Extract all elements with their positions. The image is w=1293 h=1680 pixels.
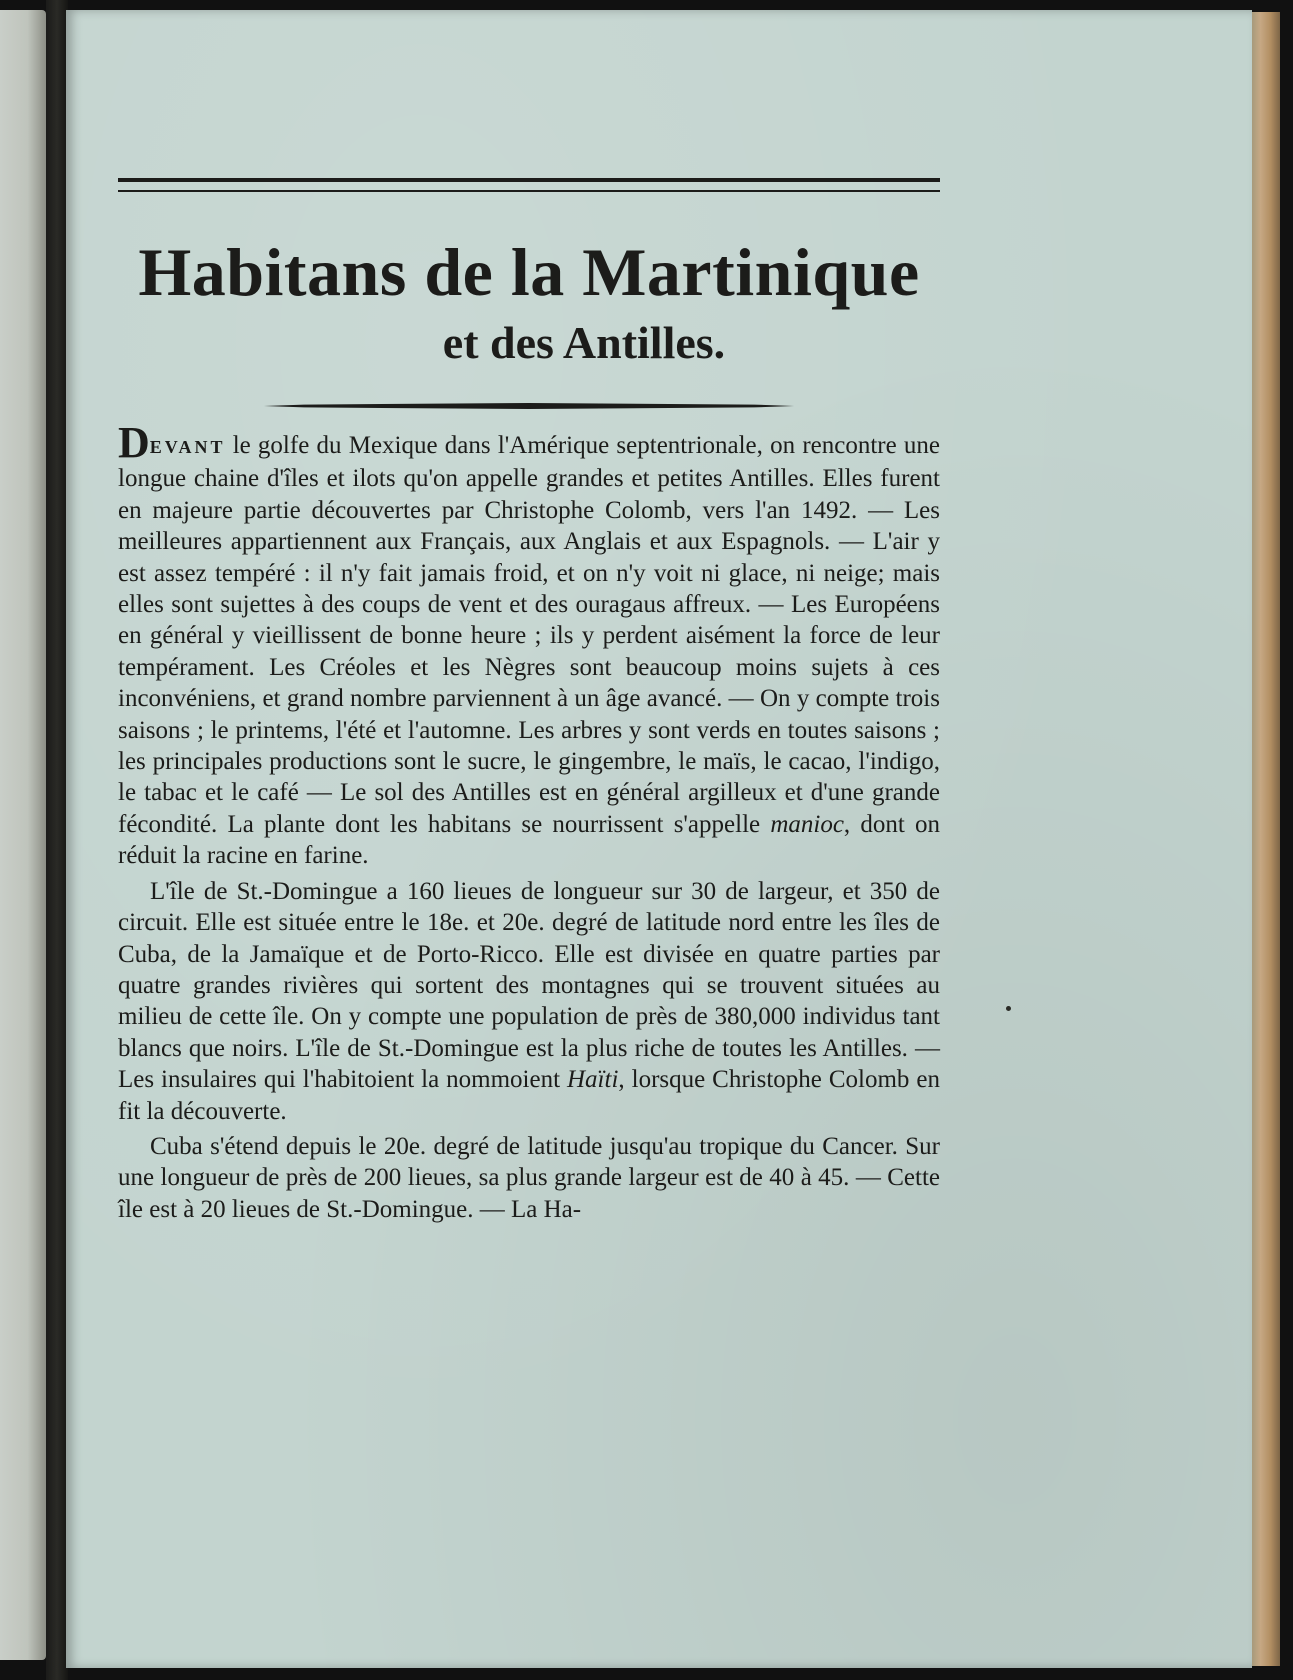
paragraph-1 bbox=[118, 418, 941, 872]
paragraph-3 bbox=[118, 1131, 940, 1225]
paragraph-1-text-end: , dont on réduit la racine en farine. bbox=[118, 810, 941, 870]
header-double-rule bbox=[118, 178, 940, 192]
paragraph-1-text: le golfe du Mexique dans l'Amérique septentrionale, on rencontre une longue chaine d'îles et ilots qu'on appelle grandes et petites Antilles. Elles furent en majeure partie découvertes par Christophe Colomb, vers l'an 1492. — Les meilleures appartiennent aux Français, aux Anglais et aux Espagnols. — L'air y est assez tempéré : il n'y fait jamais froid, et on n'y voit ni glace, ni neige; mais elles sont sujettes à des coups de vent et des ouragaus affreux. — Les Européens en général y vieillissent de bonne heure ; ils y perdent aisément la force de leur tempérament. Les Créoles et les Nègres sont beaucoup moins sujets à ces inconvéniens, et grand nombre parviennent à un âge avancé. — On y compte trois saisons ; le printems, l'été et l'automne. Les arbres y sont verds en toutes saisons ; les principales productions sont le sucre, le gingembre, le maïs, le cacao, l'indigo, le tabac et le café — Le sol des Antilles est en général argilleux et d'une grande fécondité. La plante dont les habitans se nourrissent s'appelle bbox=[118, 432, 940, 838]
margin-ink-spot bbox=[1006, 1006, 1011, 1011]
previous-page-edge bbox=[0, 10, 46, 1660]
page-text-block bbox=[118, 178, 940, 1225]
opening-small-caps: EVANT bbox=[149, 437, 226, 457]
header-rule-thick bbox=[118, 178, 940, 182]
paragraph-3-text: Cuba s'étend depuis le 20e. degré de latitude jusqu'au tropique du Cancer. Sur une longueur de près de 200 lieues, sa plus grande largeur est de 40 à 45. — Cette île est à 20 lieues de St.-Domingue. — La Ha- bbox=[118, 1132, 940, 1223]
paragraph-2-text: L'île de St.-Domingue a 160 lieues de longueur sur 30 de largeur, et 350 de circuit. Elle est située entre le 18e. et 20e. degré de latitude nord entre les îles de Cuba, de la Jamaïque et de Porto-Ricco. Elle est divisée en quatre parties par quatre grandes rivières qui sortent des montagnes qui se trouvent situées au milieu de cette île. On y compte une population de près de 380,000 individus tant blancs que noirs. L'île de St.-Domingue est la plus riche de toutes les Antilles. — Les insulaires qui l'habitoient la nommoient bbox=[118, 877, 940, 1094]
paragraph-1-italic-term: manioc bbox=[770, 810, 844, 838]
page-title: Habitans de la Martinique bbox=[138, 234, 920, 310]
drop-cap: D bbox=[118, 418, 150, 467]
book-gutter bbox=[46, 0, 68, 1680]
ornament-tapered-line bbox=[264, 402, 794, 410]
page-stack-edge bbox=[1252, 12, 1280, 1666]
page-subtitle: et des Antilles. bbox=[442, 317, 726, 368]
paragraph-2-italic-term: Haïti bbox=[567, 1066, 619, 1094]
header-rule-thin bbox=[118, 190, 940, 192]
paragraph-2 bbox=[118, 876, 940, 1127]
paragraph-2-text-end: , lorsque Christophe Colomb en fit la découverte. bbox=[118, 1066, 940, 1125]
title-ornament-rule bbox=[264, 402, 794, 410]
